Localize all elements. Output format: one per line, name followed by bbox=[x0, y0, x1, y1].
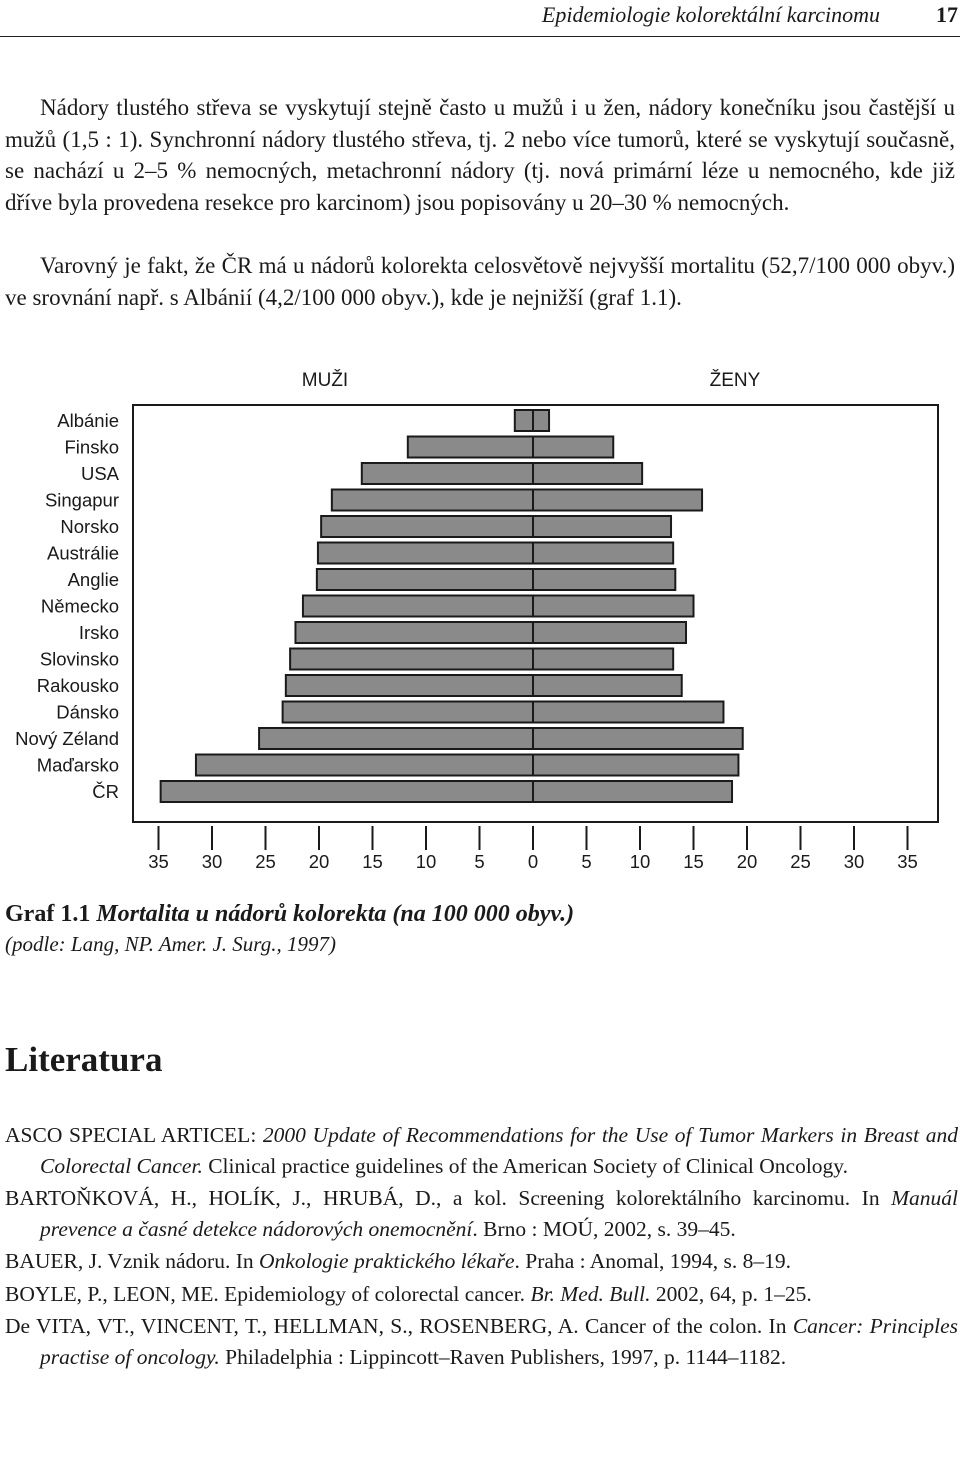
reference-text-tail: Philadelphia : Lippincott–Raven Publishers, 1997, p. 1144–1182. bbox=[219, 1344, 787, 1369]
bar-men bbox=[290, 649, 533, 670]
bar-women bbox=[533, 569, 675, 590]
bar-men bbox=[286, 675, 533, 696]
x-tick-label: 5 bbox=[474, 851, 485, 872]
reference-text: BARTOŇKOVÁ, H., HOLÍK, J., HRUBÁ, D., a kol. Screening kolorektálního karcinomu. In bbox=[5, 1186, 892, 1210]
page-number: 17 bbox=[936, 2, 958, 27]
bar-men bbox=[161, 781, 533, 802]
reference-text: ASCO SPECIAL ARTICEL: bbox=[5, 1123, 263, 1147]
bar-women bbox=[533, 490, 702, 511]
bar-women bbox=[533, 596, 694, 617]
bar-women bbox=[533, 728, 743, 749]
category-label: Albánie bbox=[57, 410, 119, 431]
bar-men bbox=[408, 437, 533, 458]
bar-women bbox=[533, 516, 671, 537]
x-tick-label: 5 bbox=[581, 851, 592, 872]
category-label: Norsko bbox=[60, 516, 119, 537]
bar-men bbox=[295, 622, 533, 643]
bar-men bbox=[321, 516, 533, 537]
category-label: Maďarsko bbox=[36, 754, 119, 776]
bar-women bbox=[533, 702, 723, 723]
x-tick-label: 30 bbox=[201, 851, 223, 872]
reference-item bbox=[5, 1279, 958, 1310]
category-label: Irsko bbox=[78, 622, 119, 643]
bar-men bbox=[332, 490, 533, 511]
reference-text-tail: . Brno : MOÚ, 2002, s. 39–45. bbox=[472, 1216, 736, 1241]
reference-text: De VITA, VT., VINCENT, T., HELLMAN, S., ROSENBERG, A. Cancer of the colon. In bbox=[5, 1314, 793, 1338]
x-tick-label: 30 bbox=[843, 851, 865, 872]
bar-men bbox=[317, 569, 533, 590]
x-tick-label: 20 bbox=[308, 851, 330, 872]
bar-men bbox=[303, 596, 533, 617]
caption-title bbox=[5, 898, 955, 930]
reference-list bbox=[5, 1120, 958, 1374]
category-label: Dánsko bbox=[56, 701, 119, 723]
bar-women bbox=[533, 675, 682, 696]
reference-text: BOYLE, P., LEON, ME. Epidemiology of colorectal cancer. bbox=[5, 1281, 531, 1306]
reference-item bbox=[5, 1311, 958, 1372]
reference-item bbox=[5, 1120, 958, 1181]
reference-title: 2000 Update of Recommendations for the Use of Tumor Markers in Breast and Colorectal Cancer. bbox=[40, 1123, 958, 1178]
running-title: Epidemiologie kolorektální karcinomu bbox=[541, 2, 880, 27]
x-tick-label: 35 bbox=[897, 851, 918, 872]
bar-men bbox=[362, 463, 533, 484]
reference-text-tail: 2002, 64, p. 1–25. bbox=[650, 1281, 812, 1306]
x-tick-label: 10 bbox=[629, 851, 651, 872]
reference-title: Onkologie praktického lékaře bbox=[259, 1249, 515, 1273]
reference-item bbox=[5, 1183, 958, 1244]
reference-text: BAUER, J. Vznik nádoru. In bbox=[5, 1249, 260, 1273]
category-label: Slovinsko bbox=[39, 648, 119, 670]
x-tick-label: 20 bbox=[736, 851, 758, 872]
bar-women bbox=[533, 622, 686, 643]
bar-men bbox=[283, 702, 533, 723]
body-paragraph-2 bbox=[5, 250, 955, 313]
reference-title: Manuál prevence a časné detekce nádorových onemocnění bbox=[40, 1186, 958, 1241]
x-tick-label: 15 bbox=[683, 851, 704, 872]
caption-text: Mortalita u nádorů kolorekta (na 100 000 obyv.) bbox=[96, 901, 575, 927]
paragraph-2-text: Varovný je fakt, že ČR má u nádorů kolorekta celosvětově nejvyšší mortalitu (52,7/100 000 obyv.) ve srovnání např. s Albánií (4,2/100 000 obyv.), kde je nejnižší (graf 1.1). bbox=[5, 253, 955, 310]
bar-women bbox=[533, 410, 549, 431]
men-label: MUŽI bbox=[301, 370, 349, 391]
reference-text-tail: Clinical practice guidelines of the American Society of Clinical Oncology. bbox=[202, 1153, 849, 1178]
category-label: ČR bbox=[92, 781, 119, 802]
bar-men bbox=[196, 755, 533, 776]
category-label: Rakousko bbox=[36, 675, 119, 696]
bar-women bbox=[533, 649, 673, 670]
mortality-chart bbox=[0, 360, 960, 885]
category-label: Singapur bbox=[44, 489, 119, 511]
bar-women bbox=[533, 755, 738, 776]
category-label: USA bbox=[80, 463, 119, 484]
x-tick-label: 15 bbox=[362, 851, 383, 872]
literature-heading: Literatura bbox=[5, 1040, 163, 1079]
body-paragraph-1 bbox=[5, 92, 955, 218]
x-tick-label: 25 bbox=[255, 851, 276, 872]
women-label: ŽENY bbox=[709, 370, 761, 391]
caption-label: Graf 1.1 bbox=[5, 901, 91, 927]
x-tick-label: 0 bbox=[527, 851, 539, 872]
category-label: Anglie bbox=[67, 569, 119, 590]
bar-men bbox=[318, 543, 533, 564]
reference-title: Br. Med. Bull. bbox=[530, 1281, 651, 1306]
bar-women bbox=[533, 781, 732, 802]
bar-men bbox=[515, 410, 533, 431]
reference-text-tail: . Praha : Anomal, 1994, s. 8–19. bbox=[514, 1249, 792, 1273]
caption-source: (podle: Lang, NP. Amer. J. Surg., 1997) bbox=[5, 932, 336, 956]
bar-men bbox=[259, 728, 533, 749]
reference-title: Cancer: Principles practise of oncology. bbox=[40, 1314, 958, 1369]
x-tick-label: 35 bbox=[148, 851, 169, 872]
x-tick-label: 10 bbox=[415, 851, 437, 872]
paragraph-1-text: Nádory tlustého střeva se vyskytují stejně často u mužů i u žen, nádory konečníku jsou častější u mužů (1,5 : 1). Synchronní nádory tlustého střeva, tj. 2 nebo více tumorů, které se vyskytují současně, se nachází u 2–5 % nemocných, metachronní nádory (tj. nová primární léze u nemocného, kde již dříve byla provedena resekce pro karcinom) jsou popisovány u 20–30 % nemocných. bbox=[5, 95, 955, 215]
bar-women bbox=[533, 543, 673, 564]
category-label: Nový Zéland bbox=[15, 728, 119, 749]
reference-item bbox=[5, 1246, 958, 1277]
bar-women bbox=[533, 463, 642, 484]
chart-svg bbox=[0, 360, 960, 885]
category-label: Finsko bbox=[64, 436, 119, 458]
category-label: Německo bbox=[40, 595, 119, 617]
figure-caption bbox=[5, 898, 955, 958]
bar-women bbox=[533, 437, 613, 458]
category-label: Austrálie bbox=[47, 542, 119, 564]
x-tick-label: 25 bbox=[790, 851, 811, 872]
page-header bbox=[0, 0, 960, 37]
